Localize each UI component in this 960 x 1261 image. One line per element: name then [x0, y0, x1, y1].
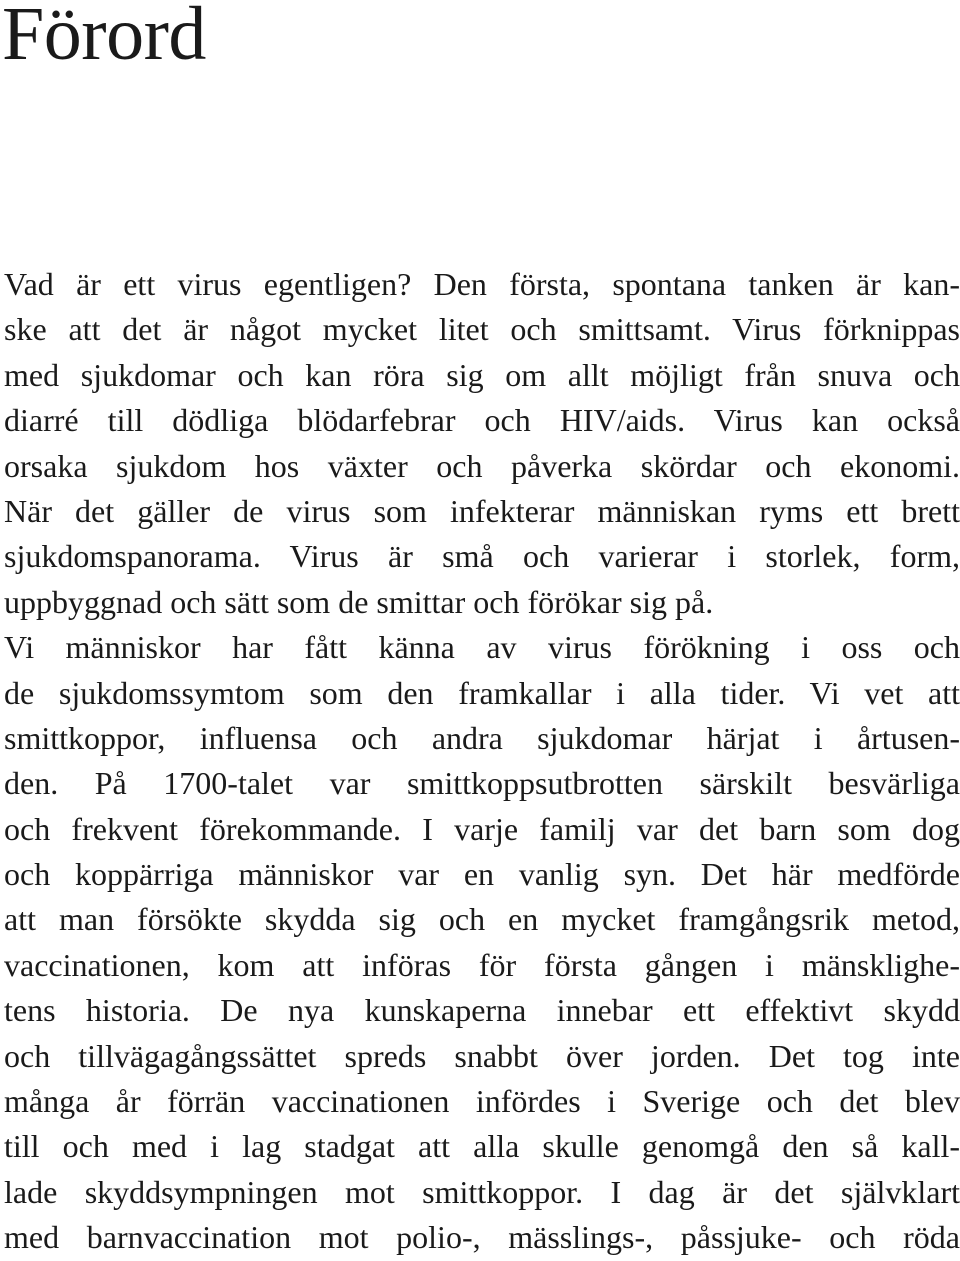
text-line: tens historia. De nya kunskaperna innebar ett effektivt skydd — [4, 992, 960, 1029]
text-line: orsaka sjukdom hos växter och påverka skördar och ekonomi. — [4, 447, 960, 484]
text-line: och frekvent förekommande. I varje familj var det barn som dog — [4, 810, 960, 847]
text-line: diarré till dödliga blödarfebrar och HIV/aids. Virus kan också — [4, 402, 960, 439]
text-line: många år förrän vaccinationen infördes i Sverige och det blev — [4, 1083, 960, 1120]
text-line: till och med i lag stadgat att alla skulle genomgå den så kall- — [4, 1128, 960, 1165]
text-line: vaccinationen, kom att införas för första gången i mänsklighe- — [4, 946, 960, 983]
text-line: de sjukdomssymtom som den framkallar i alla tider. Vi vet att — [4, 674, 960, 711]
page-title: Förord — [2, 0, 206, 76]
text-line: Vad är ett virus egentligen? Den första, spontana tanken är kan- — [4, 266, 960, 302]
text-line: och koppärriga människor var en vanlig syn. Det här medförde — [4, 856, 960, 893]
text-line: uppbyggnad och sätt som de smittar och förökar sig på. — [4, 583, 714, 620]
body-paragraph — [4, 262, 960, 1261]
text-line: När det gäller de virus som infekterar människan ryms ett brett — [4, 492, 960, 529]
text-line: att man försökte skydda sig och en mycket framgångsrik metod, — [4, 901, 960, 938]
text-line: lade skyddsympningen mot smittkoppor. I dag är det självklart — [4, 1173, 960, 1210]
text-line: och tillvägagångssättet spreds snabbt över jorden. Det tog inte — [4, 1037, 960, 1074]
text-line: den. På 1700-talet var smittkoppsutbrotten särskilt besvärliga — [4, 765, 960, 802]
text-line: ske att det är något mycket litet och smittsamt. Virus förknippas — [4, 311, 960, 348]
text-line: sjukdomspanorama. Virus är små och varierar i storlek, form, — [4, 538, 960, 575]
text-line: Vi människor har fått känna av virus förökning i oss och — [4, 629, 960, 666]
text-line: med sjukdomar och kan röra sig om allt möjligt från snuva och — [4, 356, 960, 393]
text-line: med barnvaccination mot polio-, mässlings-, påssjuke- och röda — [4, 1219, 960, 1256]
text-line: smittkoppor, influensa och andra sjukdomar härjat i årtusen- — [4, 719, 960, 756]
